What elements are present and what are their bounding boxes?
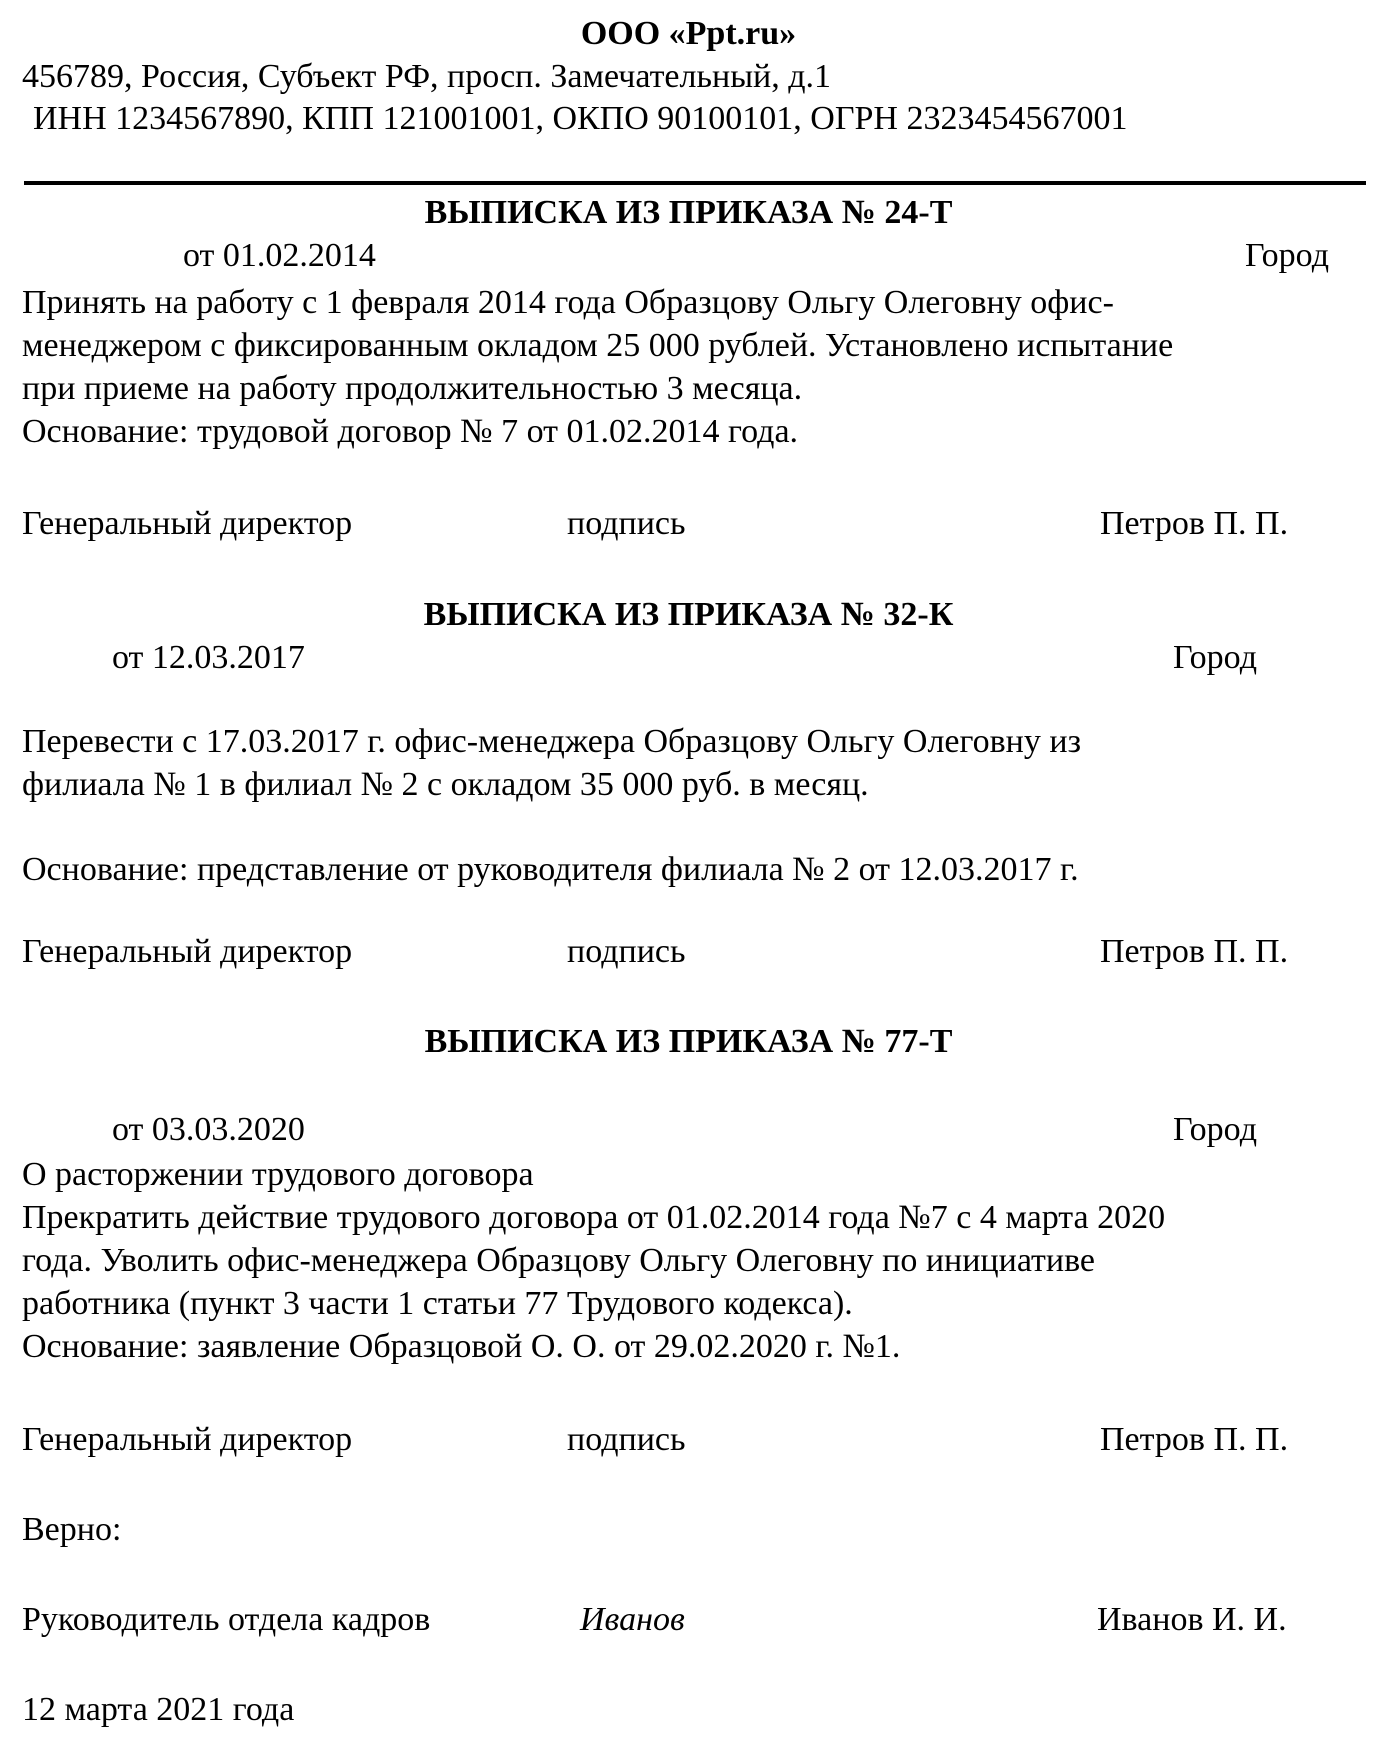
certification-label: Верно:: [22, 1511, 122, 1548]
signature-position: Генеральный директор: [22, 933, 353, 970]
signature-name: Петров П. П.: [1100, 505, 1289, 542]
extract-basis: Основание: трудовой договор № 7 от 01.02.2014 года.: [22, 413, 799, 450]
extract-body-line: года. Уволить офис-менеджера Образцову Ольгу Олеговну по инициативе: [22, 1242, 1096, 1279]
extract-basis: Основание: заявление Образцовой О. О. от 29.02.2020 г. №1.: [22, 1328, 901, 1365]
extract-city: Город: [1173, 1111, 1257, 1148]
header-divider: [24, 181, 1366, 185]
extract-subject: О расторжении трудового договора: [22, 1156, 534, 1193]
extract-body-line: работника (пункт 3 части 1 статьи 77 Трудового кодекса).: [22, 1285, 853, 1322]
company-requisites: ИНН 1234567890, КПП 121001001, ОКПО 90100101, ОГРН 2323454567001: [33, 100, 1128, 137]
extract-body-line: при приеме на работу продолжительностью 3 месяца.: [22, 370, 803, 407]
extract-body-line: менеджером с фиксированным окладом 25 000 рублей. Установлено испытание: [22, 327, 1174, 364]
extract-date: от 12.03.2017: [112, 639, 305, 676]
signature-position: Генеральный директор: [22, 1421, 353, 1458]
extract-date: от 03.03.2020: [112, 1111, 305, 1148]
certification-signature: Иванов: [580, 1601, 685, 1638]
signature-placeholder: подпись: [567, 933, 686, 970]
signature-name: Петров П. П.: [1100, 1421, 1289, 1458]
extract-city: Город: [1245, 237, 1329, 274]
signature-placeholder: подпись: [567, 1421, 686, 1458]
extract-body-line: Принять на работу с 1 февраля 2014 года Образцову Ольгу Олеговну офис-: [22, 284, 1114, 321]
extract-date: от 01.02.2014: [183, 237, 376, 274]
extract-title: ВЫПИСКА ИЗ ПРИКАЗА № 32-К: [423, 596, 954, 633]
extract-title: ВЫПИСКА ИЗ ПРИКАЗА № 24-Т: [424, 194, 953, 231]
extract-basis: Основание: представление от руководителя филиала № 2 от 12.03.2017 г.: [22, 851, 1079, 888]
extract-body-line: Перевести с 17.03.2017 г. офис-менеджера Образцову Ольгу Олеговну из: [22, 723, 1081, 760]
extract-title: ВЫПИСКА ИЗ ПРИКАЗА № 77-Т: [424, 1023, 953, 1060]
company-address: 456789, Россия, Субъект РФ, просп. Замечательный, д.1: [22, 58, 832, 95]
signature-name: Петров П. П.: [1100, 933, 1289, 970]
signature-placeholder: подпись: [567, 505, 686, 542]
extract-city: Город: [1173, 639, 1257, 676]
signature-position: Генеральный директор: [22, 505, 353, 542]
extract-body-line: филиала № 1 в филиал № 2 с окладом 35 000 руб. в месяц.: [22, 766, 869, 803]
certification-position: Руководитель отдела кадров: [22, 1601, 431, 1638]
certification-name: Иванов И. И.: [1097, 1601, 1287, 1638]
company-name: ООО «Ppt.ru»: [580, 15, 797, 52]
extract-body-line: Прекратить действие трудового договора от 01.02.2014 года №7 с 4 марта 2020: [22, 1199, 1166, 1236]
certification-date: 12 марта 2021 года: [22, 1691, 295, 1728]
